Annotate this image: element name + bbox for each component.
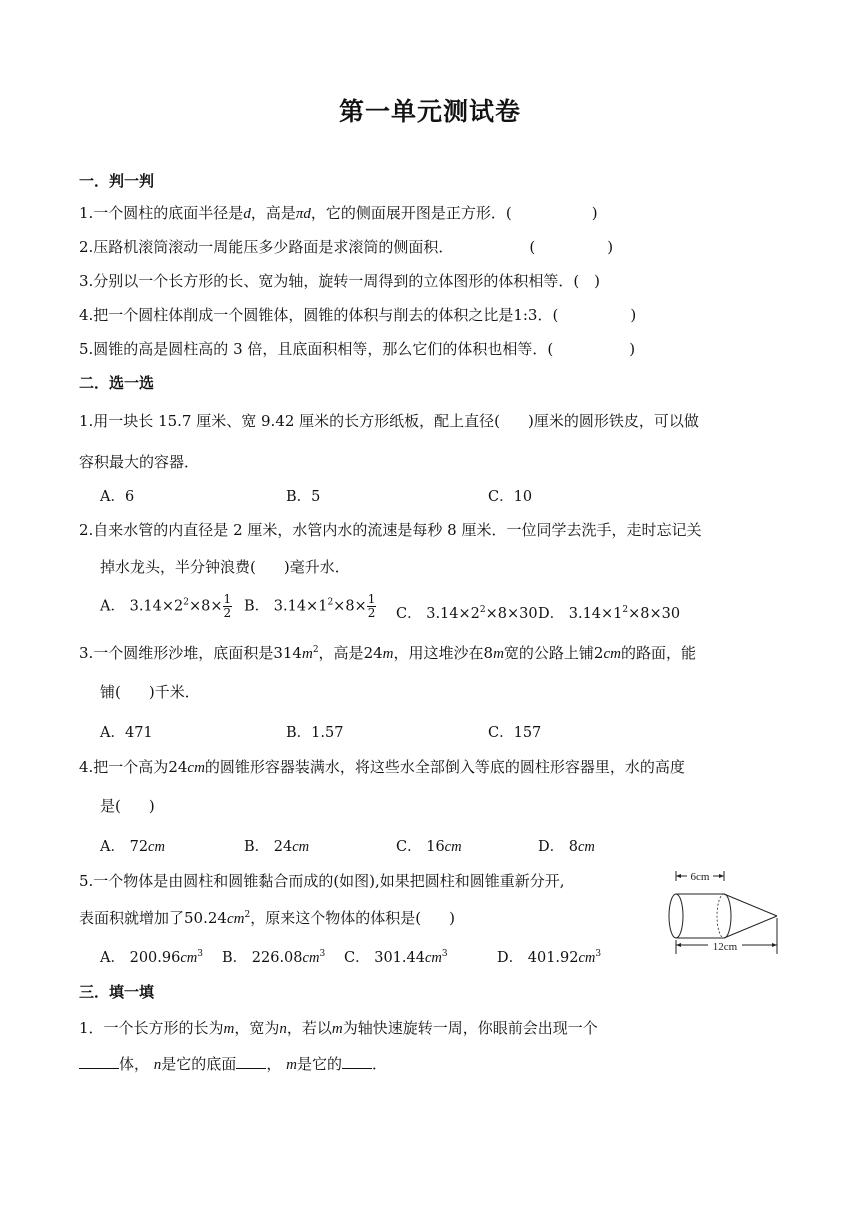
fill-blank-2[interactable] <box>236 1067 266 1069</box>
choose-q5-option-c: C． $301.44cm^3$ <box>344 949 448 966</box>
choose-q1-option-b: B．5 <box>286 489 321 505</box>
judge-question-1: 1.一个圆柱的底面半径是d，高是πd，它的侧面展开图是正方形．( ) <box>79 204 598 222</box>
judge-question-5: 5.圆锥的高是圆柱高的 3 倍，且底面积相等，那么它们的体积也相等．( ) <box>79 340 636 358</box>
section-heading-choose: 二．选一选 <box>79 374 155 392</box>
choose-q5-option-a: A． $200.96cm^3$ <box>100 949 203 966</box>
choose-q1-option-c: C．10 <box>488 489 533 505</box>
choose-q3-option-c: C．157 <box>488 725 542 741</box>
page-title: 第一单元测试卷 <box>338 97 521 126</box>
choose-q4-option-a: A． 72cm <box>100 839 165 855</box>
cylinder-cone-figure <box>660 868 782 958</box>
choose-question-4-line-2: 是( ) <box>100 797 155 815</box>
choose-question-1-line-2: 容积最大的容器． <box>79 453 200 471</box>
fill-blank-1[interactable] <box>79 1067 119 1069</box>
choose-question-5-line-1: 5.一个物体是由圆柱和圆锥黏合而成的(如图),如果把圆柱和圆锥重新分开, <box>79 872 565 890</box>
judge-question-2: 2.压路机滚筒滚动一周能压多少路面是求滚筒的侧面积． ( ) <box>79 238 614 256</box>
choose-question-2-line-1: 2.自来水管的内直径是 2 厘米，水管内水的流速是每秒 8 厘米．一位同学去洗手，走时忘记关 <box>79 521 702 539</box>
choose-q4-option-c: C． 16cm <box>396 839 462 855</box>
choose-question-3-line-2: 铺( )千米． <box>100 683 200 701</box>
judge-question-3: 3.分别以一个长方形的长、宽为轴，旋转一周得到的立体图形的体积相等．( ) <box>79 272 601 290</box>
choose-q2-option-c: C． $3.14\times 2^2\times 8\times 30$ <box>396 605 538 622</box>
fill-blank-3[interactable] <box>342 1067 372 1069</box>
section-heading-fill: 三．填一填 <box>79 983 155 1001</box>
choose-q3-option-a: A．471 <box>100 725 153 741</box>
judge-question-4: 4.把一个圆柱体削成一个圆锥体，圆锥的体积与削去的体积之比是1:3．( ) <box>79 306 637 324</box>
choose-question-2-line-2: 掉水龙头，半分钟浪费( )毫升水． <box>100 558 350 576</box>
figure-bottom-label: 12cm <box>712 941 738 953</box>
choose-question-3-line-1: 3.一个圆维形沙堆，底面积是$314m^2$，高是24m，用这堆沙在8m宽的公路上铺2cm的路面，能 <box>79 644 696 662</box>
choose-q2-option-a: A． $3.14\times 2^2\times 8\times$ $\frac{1}{2}$ <box>100 592 232 620</box>
figure-top-label: 6cm <box>690 871 710 883</box>
choose-question-4-line-1: 4.把一个高为24cm的圆锥形容器装满水，将这些水全部倒入等底的圆柱形容器里，水的高度 <box>79 758 685 776</box>
choose-q5-option-d: D． $401.92cm^3$ <box>497 949 602 966</box>
choose-q5-option-b: B． $226.08cm^3$ <box>222 949 326 966</box>
fill-question-1-line-1: 1．一个长方形的长为m，宽为n，若以m为轴快速旋转一周，你眼前会出现一个 <box>79 1019 598 1037</box>
section-heading-judge: 一．判一判 <box>79 172 155 190</box>
fill-question-1-line-2: 体， n是它的底面 ， m是它的 ． <box>79 1053 387 1074</box>
choose-q4-option-d: D． 8cm <box>538 839 595 855</box>
choose-question-1-line-1: 1.用一块长 15.7 厘米、宽 9.42 厘米的长方形纸板，配上直径( )厘米的圆形铁皮，可以做 <box>79 412 699 430</box>
choose-q1-option-a: A．6 <box>100 489 135 505</box>
choose-q3-option-b: B．1.57 <box>286 725 344 741</box>
choose-q2-option-b: B． $3.14\times 1^2\times 8\times$ $\frac{1}{2}$ <box>244 592 376 620</box>
choose-question-5-line-2: 表面积就增加了$50.24cm^2$，原来这个物体的体积是( ) <box>79 909 455 927</box>
choose-q2-option-d: D． $3.14\times 1^2\times 8\times 30$ <box>538 605 681 622</box>
choose-q4-option-b: B． 24cm <box>244 839 310 855</box>
